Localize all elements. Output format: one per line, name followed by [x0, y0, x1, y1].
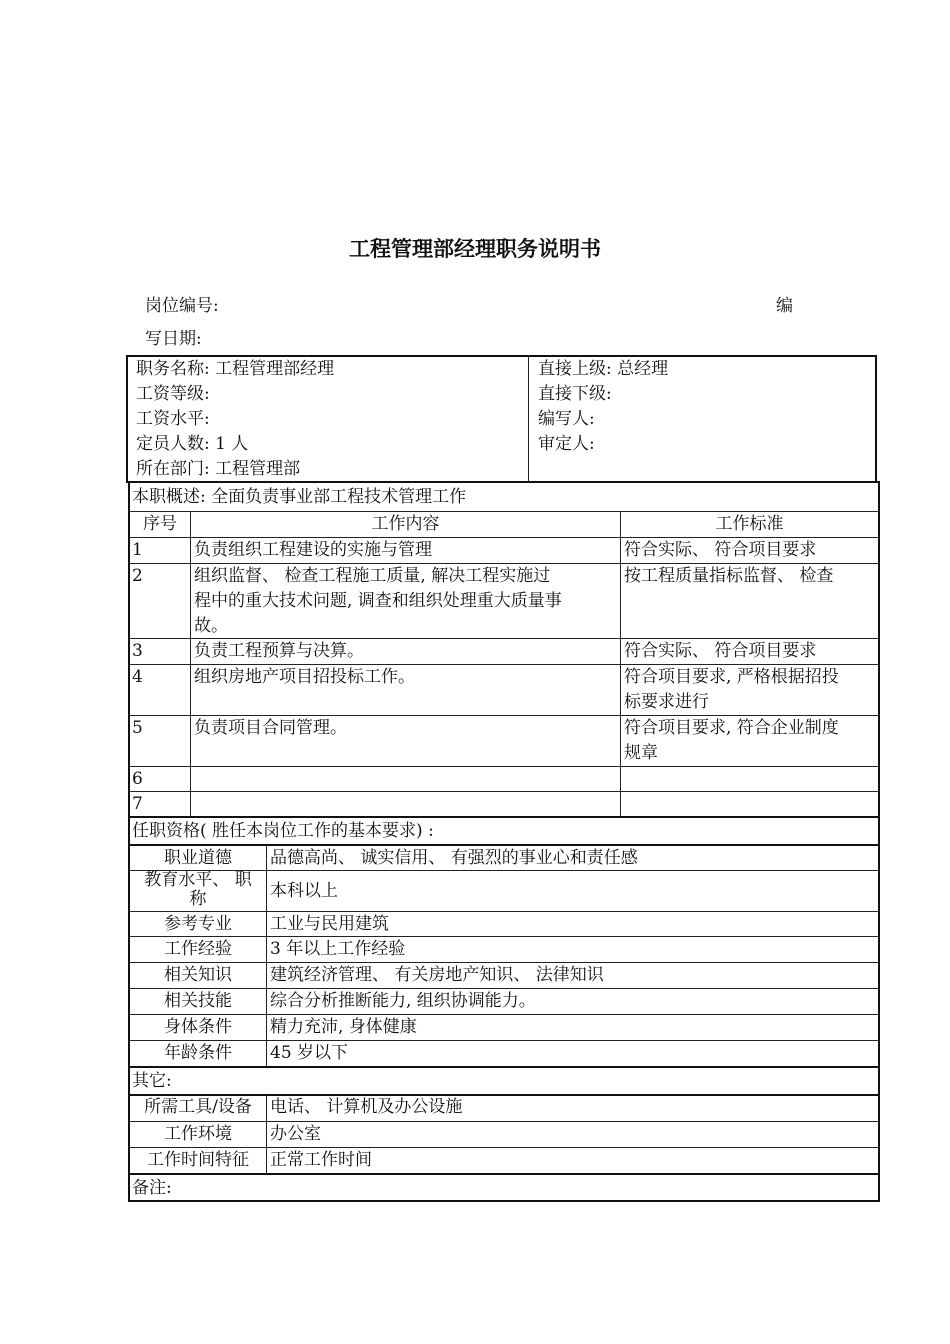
other-heading: 其它: — [132, 1071, 172, 1091]
duty-standard: 符合实际、 符合项目要求 — [624, 641, 817, 661]
qualification-heading: 任职资格( 胜任本岗位工作的基本要求) : — [132, 821, 434, 841]
header-no: 序号 — [143, 514, 177, 534]
qual-label: 年龄条件 — [164, 1043, 232, 1063]
other-value: 电话、 计算机及办公设施 — [270, 1097, 463, 1117]
qual-label: 教育水平、 职 — [144, 870, 252, 890]
row-no: 7 — [132, 794, 143, 814]
approver-field: 审定人: — [538, 434, 595, 454]
qual-value: 建筑经济管理、 有关房地产知识、 法律知识 — [270, 965, 604, 985]
row-no: 2 — [132, 566, 143, 586]
compiled-label: 编 — [776, 296, 793, 316]
qual-value: 精力充沛, 身体健康 — [270, 1017, 417, 1037]
qual-value: 本科以上 — [270, 881, 338, 901]
qual-label: 身体条件 — [164, 1017, 232, 1037]
header-standard: 工作标准 — [715, 514, 784, 534]
post-number-label: 岗位编号: — [145, 296, 219, 316]
row-no: 6 — [132, 769, 143, 789]
qual-label: 职业道德 — [164, 848, 232, 868]
subordinate-field: 直接下级: — [538, 384, 612, 404]
duty-standard: 符合项目要求, 严格根据招投 — [624, 667, 839, 687]
qual-label: 参考专业 — [164, 914, 232, 934]
qual-value: 3 年以上工作经验 — [270, 939, 406, 959]
job-title-field: 职务名称: 工程管理部经理 — [136, 359, 335, 379]
writer-field: 编写人: — [538, 409, 595, 429]
qual-label: 相关知识 — [164, 965, 232, 985]
headcount-field: 定员人数: 1 人 — [136, 434, 249, 454]
remarks-label: 备注: — [132, 1178, 172, 1198]
qual-label: 称 — [189, 889, 207, 909]
department-field: 所在部门: 工程管理部 — [136, 459, 301, 479]
qual-value: 综合分析推断能力, 组织协调能力。 — [270, 991, 536, 1011]
row-no: 3 — [132, 641, 143, 661]
qual-label: 相关技能 — [164, 991, 232, 1011]
write-date-label: 写日期: — [145, 329, 202, 349]
other-value: 正常工作时间 — [270, 1150, 372, 1170]
document-title: 工程管理部经理职务说明书 — [349, 237, 601, 261]
superior-field: 直接上级: 总经理 — [538, 359, 669, 379]
duty-content: 负责项目合同管理。 — [194, 718, 347, 738]
row-no: 4 — [132, 667, 143, 687]
duty-standard: 符合项目要求, 符合企业制度 — [624, 718, 839, 738]
duty-standard: 标要求进行 — [624, 692, 709, 712]
duty-content: 程中的重大技术问题, 调查和组织处理重大质量事 — [194, 591, 562, 611]
other-label: 所需工具/设备 — [144, 1097, 252, 1117]
salary-level-field: 工资水平: — [136, 409, 210, 429]
duty-content: 组织房地产项目招投标工作。 — [194, 667, 415, 687]
duty-standard: 按工程质量指标监督、 检查 — [624, 566, 834, 586]
qual-value: 工业与民用建筑 — [270, 914, 389, 934]
row-no: 5 — [132, 718, 143, 738]
qual-value: 45 岁以下 — [270, 1043, 349, 1063]
duty-content: 负责组织工程建设的实施与管理 — [194, 540, 432, 560]
qual-label: 工作经验 — [164, 939, 232, 959]
qual-value: 品德高尚、 诚实信用、 有强烈的事业心和责任感 — [270, 848, 638, 868]
duty-content: 组织监督、 检查工程施工质量, 解决工程实施过 — [194, 566, 551, 586]
other-value: 办公室 — [270, 1124, 321, 1144]
row-no: 1 — [132, 540, 143, 560]
other-label: 工作时间特征 — [147, 1150, 249, 1170]
duty-standard: 符合实际、 符合项目要求 — [624, 540, 817, 560]
duty-standard: 规章 — [624, 743, 658, 763]
duty-content: 负责工程预算与决算。 — [194, 641, 364, 661]
salary-grade-field: 工资等级: — [136, 384, 210, 404]
other-label: 工作环境 — [164, 1124, 232, 1144]
job-summary: 本职概述: 全面负责事业部工程技术管理工作 — [132, 487, 467, 507]
header-content: 工作内容 — [371, 514, 440, 534]
duty-content: 故。 — [194, 616, 228, 636]
